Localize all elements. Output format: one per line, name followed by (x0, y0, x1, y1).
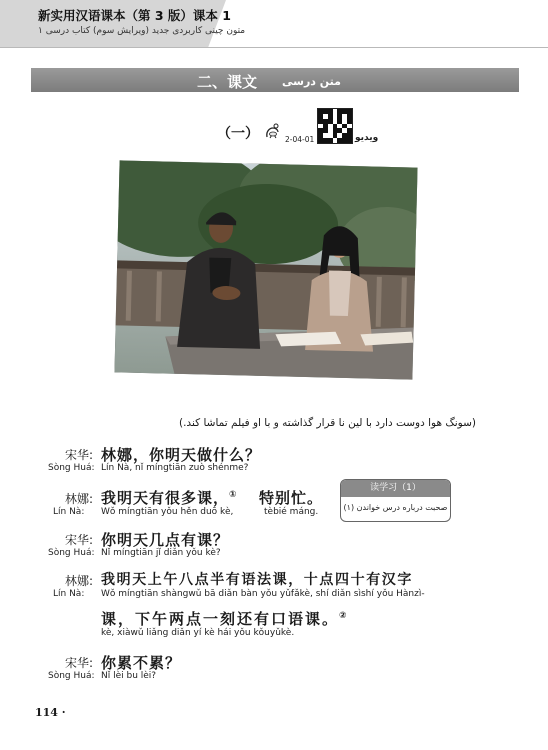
reading-box-title: 读学习（1） (341, 480, 450, 497)
dialogue-pinyin: Lín Nà, nǐ míngtiān zuò shénme? (101, 463, 249, 473)
speaker-label: 林娜: (65, 574, 94, 588)
dialogue-pinyin: kè, xiàwǔ liǎng diǎn yí kè hái yǒu kǒuyǔkè. (101, 628, 295, 638)
header-divider (0, 47, 548, 48)
dialogue-pinyin: Wǒ míngtiān shàngwǔ bā diǎn bàn yǒu yǔfǎkè, shí diǎn sìshí yǒu Hànzì- (101, 589, 425, 599)
page-number: 114 · (35, 706, 66, 719)
video-label: ویدیو (355, 133, 379, 143)
dialogue-line-tail: 特别忙。 (259, 489, 324, 507)
scene-caption: (سونگ هوا دوست دارد با لین نا قرار گذاشته و با او فیلم تماشا کند.) (179, 417, 476, 429)
track-number: 2-04-01 (285, 135, 315, 144)
dialogue-line: 我明天上午八点半有语法课，十点四十有汉字 (101, 572, 413, 588)
speaker-pinyin: Sòng Huá: (48, 671, 95, 681)
dialogue-line: 你明天几点有课？ (101, 531, 230, 549)
dialogue-pinyin: Nǐ lèi bu lèi? (101, 671, 157, 681)
dialogue-text: 我明天有很多课， (101, 489, 230, 507)
footnote-marker[interactable]: ② (339, 611, 349, 621)
dialogue-pinyin: Nǐ míngtiān jǐ diǎn yǒu kè? (101, 548, 221, 558)
speaker-pinyin: Lín Nà: (53, 507, 85, 517)
section-title-fa: متن درسی (282, 75, 341, 88)
dialogue-pinyin: Wǒ míngtiān yǒu hěn duō kè, (101, 507, 234, 517)
part-label: （一） (217, 126, 259, 142)
dialogue-line (101, 608, 349, 629)
section-title: 二、课文 (197, 73, 258, 91)
dialogue-pinyin-tail: tèbié máng. (264, 507, 319, 517)
speaker-pinyin: Sòng Huá: (48, 548, 95, 558)
speaker-label: 宋华: (65, 448, 94, 462)
speaker-label: 宋华: (65, 533, 94, 547)
reading-box-body: صحبت درباره درس خواندن (۱) (343, 503, 448, 512)
speaker-label: 宋华: (65, 656, 94, 670)
audio-icon[interactable] (264, 122, 282, 140)
speaker-pinyin: Lín Nà: (53, 589, 85, 599)
reading-box (340, 479, 451, 522)
book-title: 新实用汉语课本（第 3 版）课本 1 (38, 8, 231, 23)
speaker-pinyin: Sòng Huá: (48, 463, 95, 473)
dialogue-line: 你累不累？ (101, 654, 182, 672)
speaker-label: 林娜: (65, 492, 94, 506)
qr-module (347, 138, 352, 143)
footnote-marker[interactable]: ① (229, 490, 238, 500)
book-subtitle: متون چینی کاربردی جدید (ویرایش سوم) کتاب درسی ۱ (38, 26, 246, 36)
dialogue-text: 课，下午两点一刻还有口语课。 (101, 610, 340, 628)
dialogue-line (101, 487, 238, 508)
lesson-photo (114, 160, 417, 379)
dialogue-line: 林娜，你明天做什么？ (101, 446, 262, 464)
qr-code[interactable] (317, 108, 353, 144)
section-band (31, 68, 519, 92)
